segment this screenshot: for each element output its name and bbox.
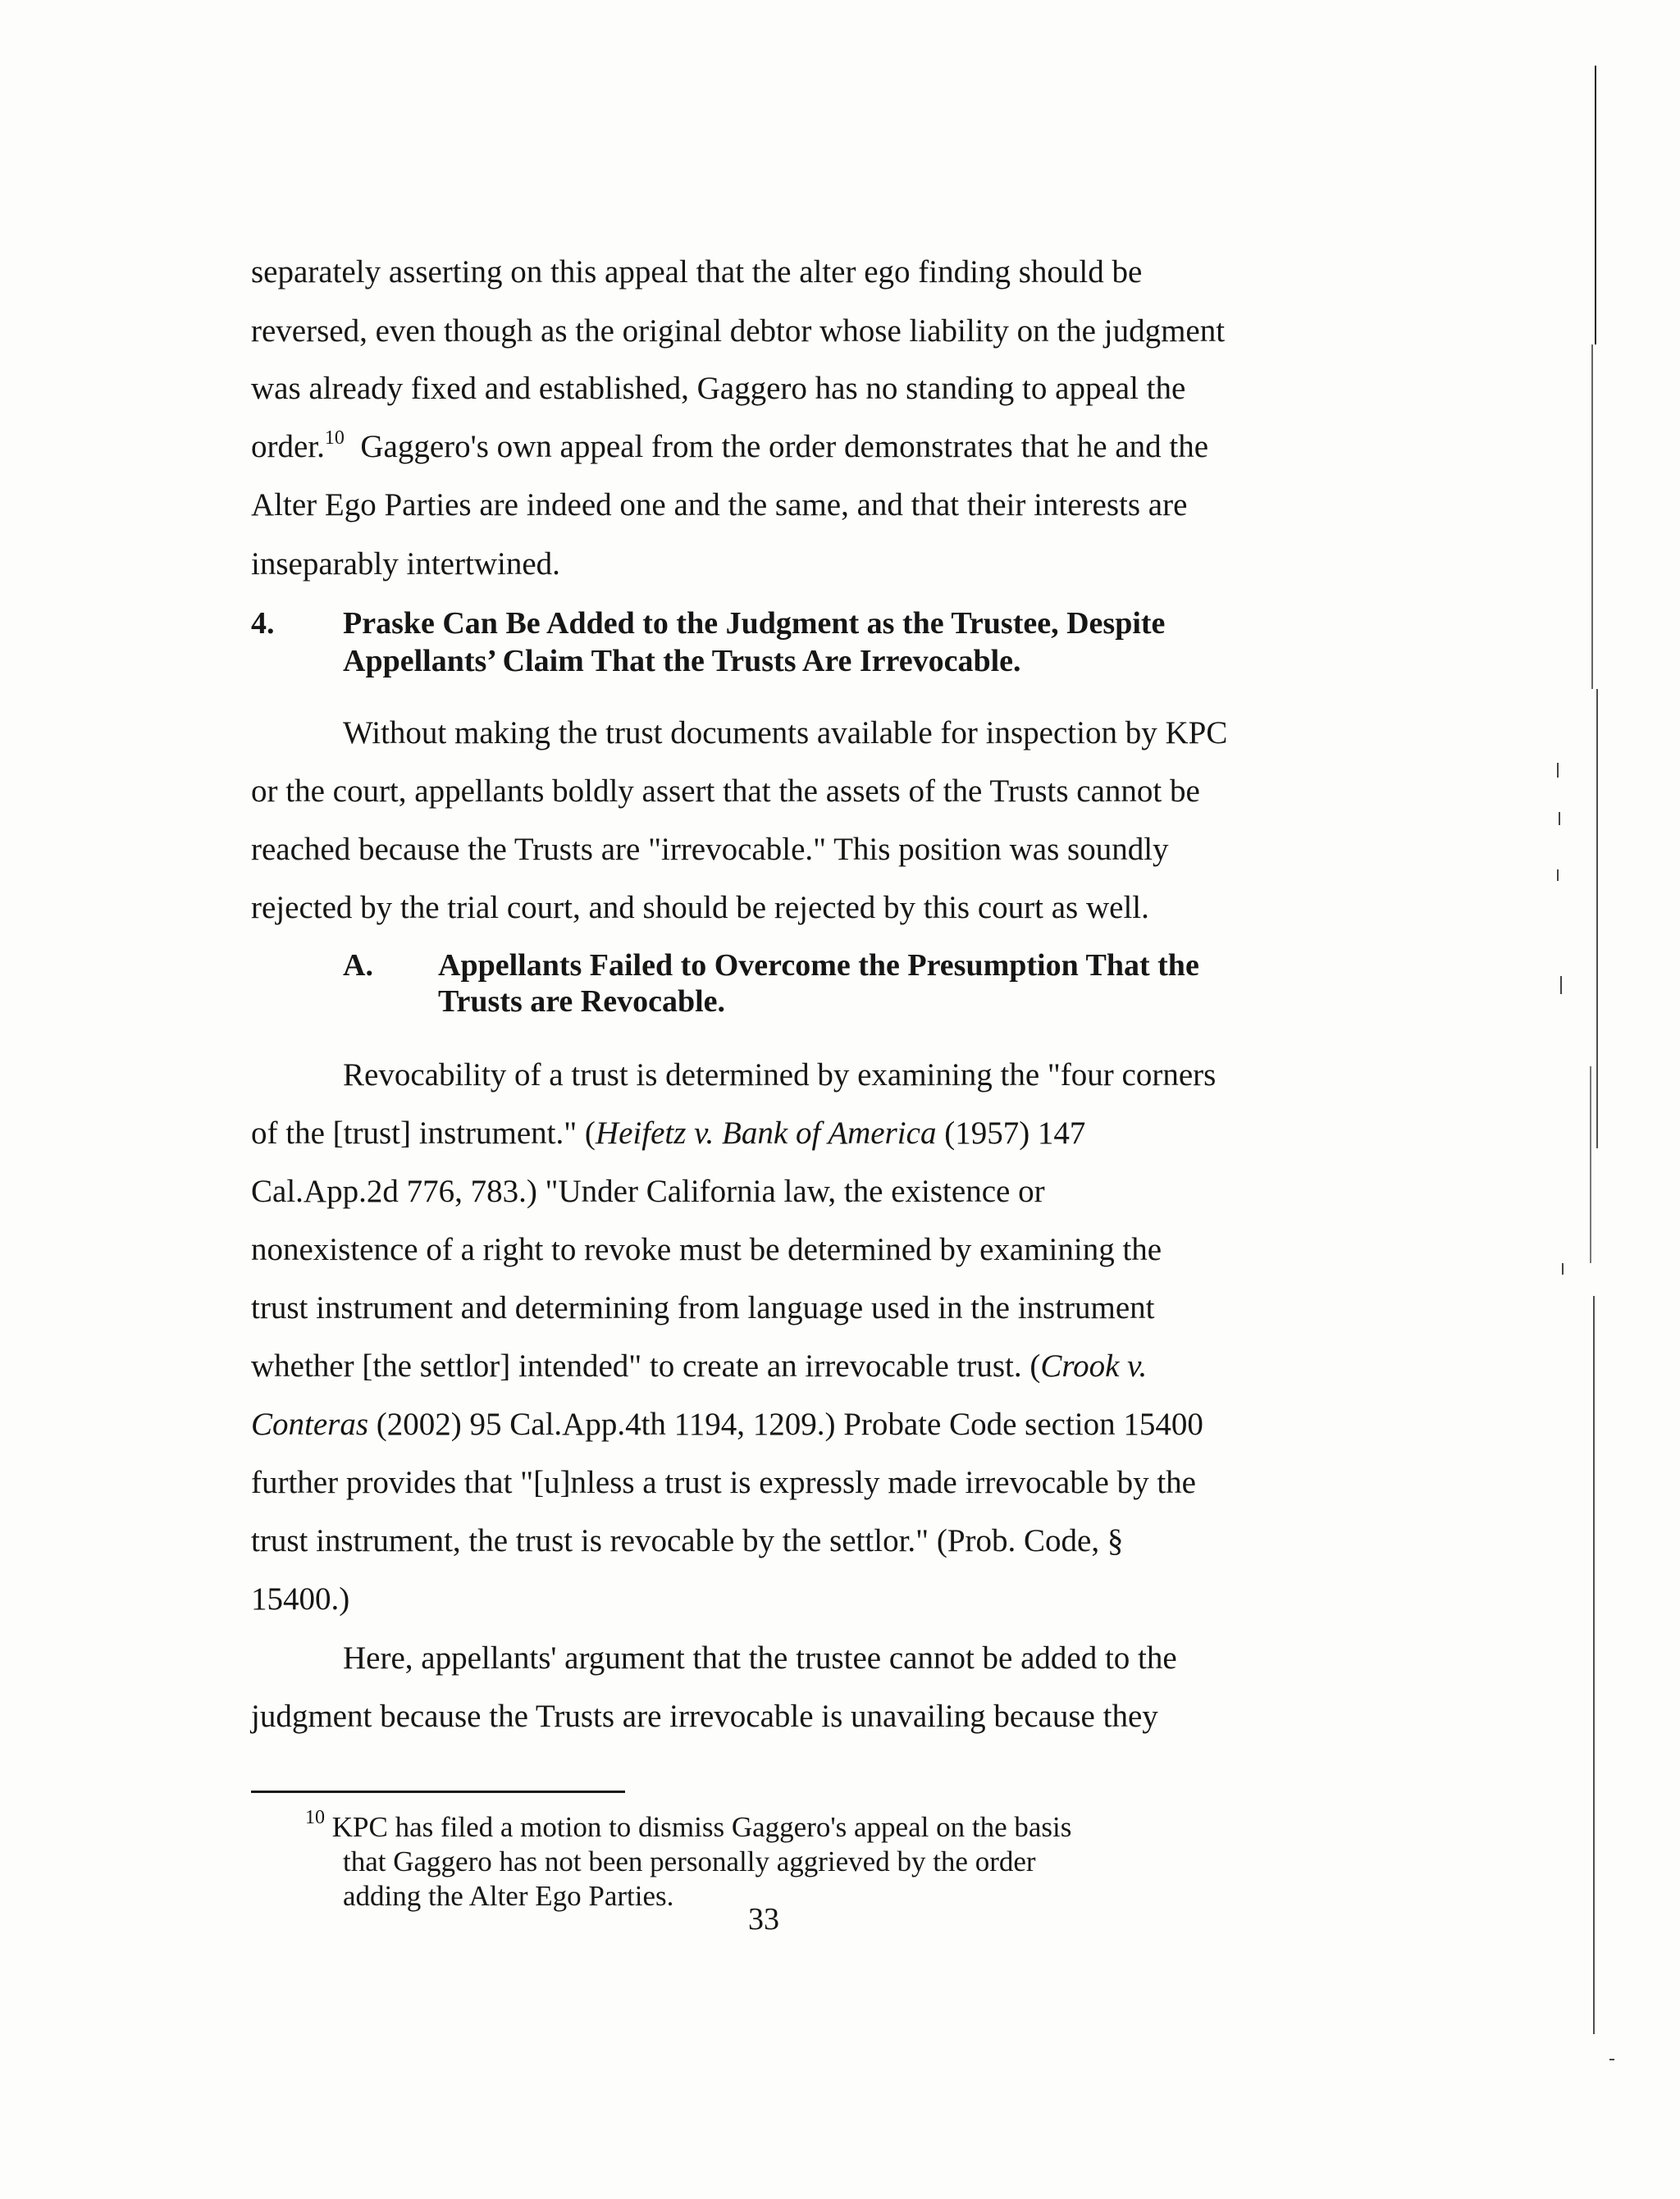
scan-edge-line — [1596, 689, 1598, 1148]
body-line: trust instrument, the trust is revocable by the settlor." (Prob. Code, § — [251, 1523, 1124, 1558]
body-line: reversed, even though as the original debtor whose liability on the judgment — [251, 313, 1226, 349]
subsection-letter: A. — [343, 948, 373, 983]
scan-speck — [1560, 976, 1562, 994]
body-line — [251, 427, 1208, 467]
scan-edge-line — [1591, 344, 1593, 689]
body-line: inseparably intertwined. — [251, 546, 560, 582]
case-citation: Heifetz v. Bank of America — [595, 1115, 937, 1151]
scan-speck — [1557, 869, 1559, 881]
body-line-rest: Gaggero's own appeal from the order demonstrates that he and the — [360, 429, 1209, 464]
footnote-divider — [251, 1791, 625, 1793]
body-line: was already fixed and established, Gaggero has no standing to appeal the — [251, 371, 1186, 406]
case-citation: Crook v. — [1040, 1348, 1148, 1384]
scan-edge-line — [1590, 1066, 1591, 1263]
body-line: Cal.App.2d 776, 783.) "Under California law, the existence or — [251, 1174, 1045, 1209]
body-line: or the court, appellants boldly assert that the assets of the Trusts cannot be — [251, 773, 1200, 809]
footnote-line — [305, 1807, 1072, 1844]
body-line: Revocability of a trust is determined by examining the "four corners — [343, 1057, 1217, 1093]
footnote-number: 10 — [305, 1807, 325, 1828]
section-number: 4. — [251, 606, 275, 641]
footnote-line: that Gaggero has not been personally aggrieved by the order — [343, 1845, 1036, 1877]
scan-speck — [1562, 1263, 1564, 1275]
body-line: further provides that "[u]nless a trust is expressly made irrevocable by the — [251, 1465, 1196, 1500]
body-line: Without making the trust documents available for inspection by KPC — [343, 715, 1228, 750]
case-citation: Conteras — [251, 1407, 369, 1442]
footnote-text: KPC has filed a motion to dismiss Gaggero's appeal on the basis — [331, 1811, 1072, 1843]
body-line — [251, 1347, 1147, 1386]
body-line: nonexistence of a right to revoke must be determined by examining the — [251, 1232, 1162, 1267]
page-number: 33 — [748, 1902, 779, 1937]
body-text: (2002) 95 Cal.App.4th 1194, 1209.) Probate Code section 15400 — [368, 1407, 1203, 1442]
section-heading-line: Appellants’ Claim That the Trusts Are Irrevocable. — [343, 644, 1021, 678]
body-line: rejected by the trial court, and should be rejected by this court as well. — [251, 890, 1149, 925]
footnote-line: adding the Alter Ego Parties. — [343, 1880, 674, 1912]
body-line: 15400.) — [251, 1581, 350, 1617]
body-line: reached because the Trusts are "irrevocable." This position was soundly — [251, 832, 1169, 867]
subsection-heading-line: Appellants Failed to Overcome the Presumption That the — [438, 948, 1199, 983]
body-line: separately asserting on this appeal that the alter ego finding should be — [251, 254, 1143, 290]
body-line: judgment because the Trusts are irrevocable is unavailing because they — [251, 1699, 1158, 1734]
body-text: whether [the settlor] intended" to create an irrevocable trust. ( — [251, 1348, 1041, 1384]
body-text: of the [trust] instrument." ( — [251, 1115, 596, 1151]
scan-speck — [1609, 2059, 1614, 2060]
scan-speck — [1557, 763, 1559, 778]
footnote-reference: 10 — [324, 427, 345, 449]
section-heading-line: Praske Can Be Added to the Judgment as the Trustee, Despite — [343, 606, 1166, 641]
body-line-lead: order. — [251, 429, 325, 464]
scan-edge-line — [1593, 1296, 1595, 2034]
subsection-heading-line: Trusts are Revocable. — [438, 984, 726, 1019]
scan-edge-line — [1595, 66, 1596, 344]
scan-speck — [1559, 812, 1560, 825]
body-text: (1957) 147 — [936, 1115, 1086, 1151]
body-line — [251, 1405, 1203, 1444]
body-line: Here, appellants' argument that the trustee cannot be added to the — [343, 1640, 1177, 1676]
body-line: trust instrument and determining from language used in the instrument — [251, 1290, 1155, 1325]
body-line — [251, 1114, 1085, 1153]
body-line: Alter Ego Parties are indeed one and the same, and that their interests are — [251, 487, 1188, 522]
